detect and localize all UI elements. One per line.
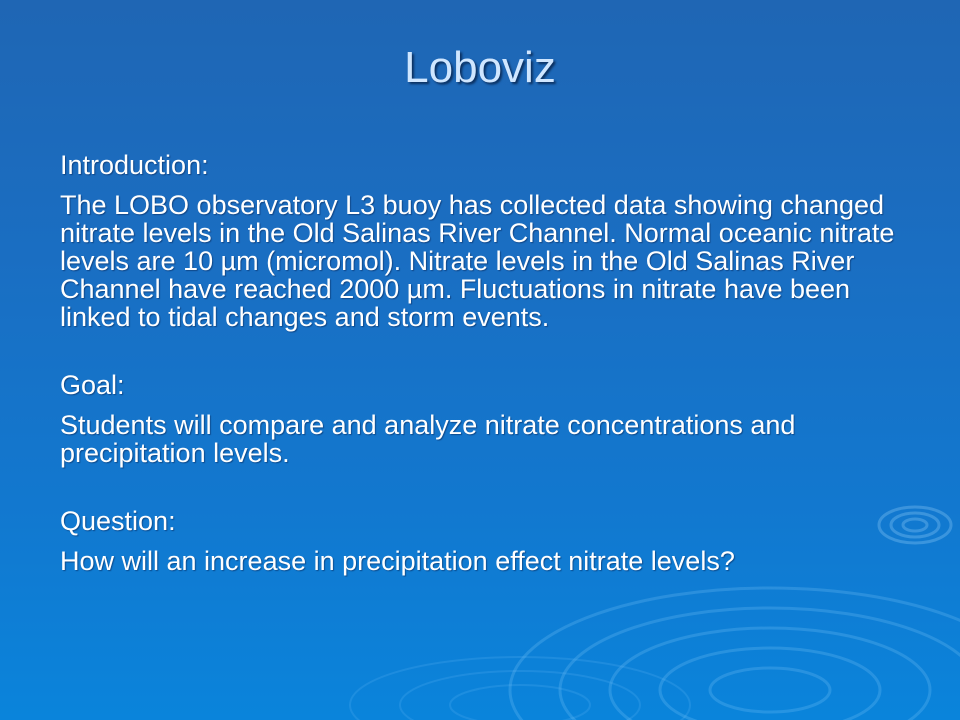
goal-heading: Goal:	[60, 370, 125, 400]
intro-heading: Introduction:	[60, 150, 209, 180]
goal-paragraph: Students will compare and analyze nitrate concentrations and precipitation levels.	[60, 410, 796, 468]
question-heading: Question:	[60, 506, 176, 536]
spacer	[60, 331, 920, 365]
intro-paragraph: The LOBO observatory L3 buoy has collected data showing changed nitrate levels in the Old Salinas River Channel. Normal oceanic nitrate levels are 10 µm (micromol). Nitrate levels in the Old Salinas River Channel have reached 2000 µm. Fluctuations in nitrate have been linked to tidal changes and storm events.	[60, 190, 895, 332]
question-paragraph: How will an increase in precipitation effect nitrate levels?	[60, 546, 735, 576]
slide-body	[60, 145, 920, 575]
spacer	[60, 467, 920, 501]
slide-title: Loboviz	[404, 43, 556, 92]
